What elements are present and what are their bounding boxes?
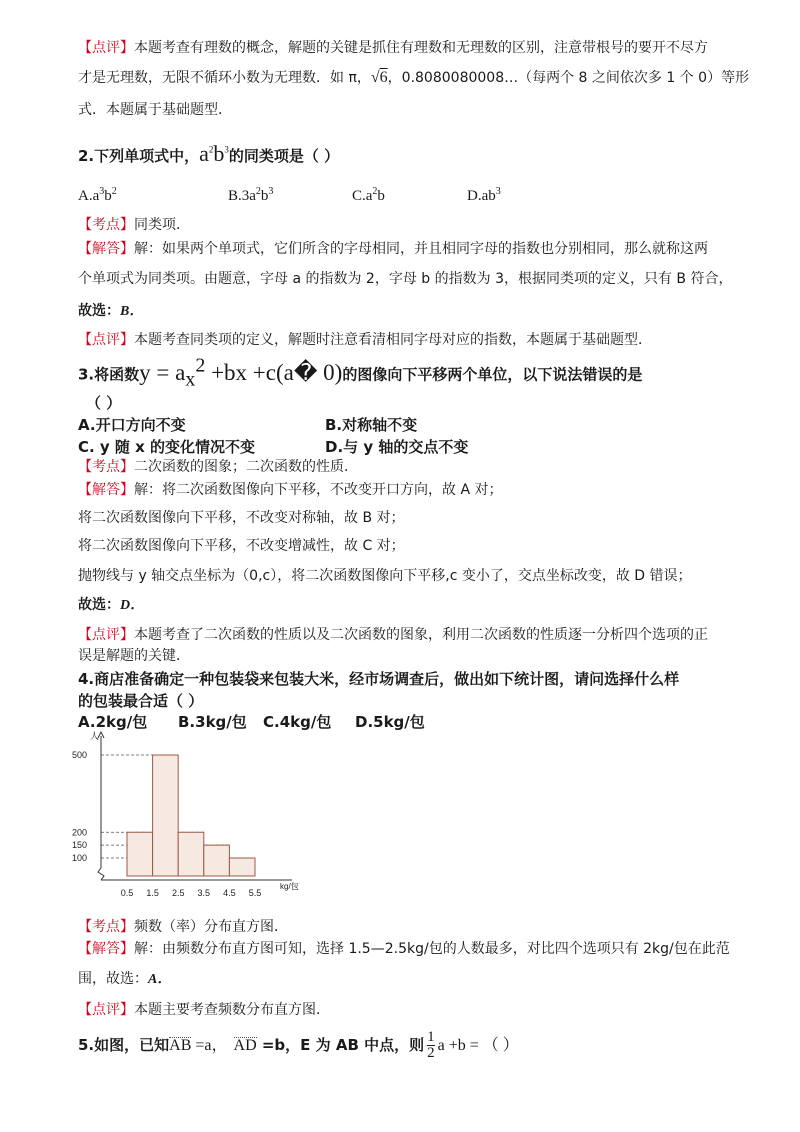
q4-question-line1: 4.商店准备确定一种包装袋来包装大米，经市场调查后，做出如下统计图，请问选择什么样	[78, 670, 680, 688]
q2-kaodian: 【考点】同类项．	[78, 217, 190, 233]
q1-review-line3: 式．本题属于基础题型．	[78, 102, 232, 118]
q3-paren: （ ）	[86, 394, 122, 412]
q4-jieda-line1: 【解答】解：由频数分布直方图可知，选择 1.5—2.5kg/包的人数最多，对比四个选项只有 2kg/包在此范	[78, 941, 730, 957]
q2-jieda-line2: 个单项式为同类项。由题意，字母 a 的指数为 2，字母 b 的指数为 3，根据同类项的定义，只有 B 符合，	[78, 271, 733, 287]
histogram-bar	[153, 755, 179, 876]
fraction-one-half: $\frac{1}{2}$	[427, 1029, 435, 1061]
q3-jieda-line1: 【解答】解：将二次函数图像向下平移，不改变开口方向，故 A 对；	[78, 482, 503, 498]
q4-option-d: D.5kg/包	[355, 713, 425, 731]
q2-option-b: $B.3a^2b^3$	[228, 186, 274, 204]
q3-jieda-line2: 将二次函数图像向下平移，不改变对称轴，故 B 对；	[78, 510, 405, 526]
histogram-bar	[229, 858, 255, 876]
vector-ab: AB	[169, 1037, 192, 1054]
q4-option-a: A.2kg/包	[78, 713, 148, 731]
q2-question: 2.下列单项式中，$a^2b^3$的同类项是（ ）	[78, 141, 340, 166]
q1-review-line1: 【点评】本题考查有理数的概念，解题的关键是抓住有理数和无理数的区别，注意带根号的要开不尽方	[78, 40, 708, 56]
axis-break-mark	[98, 868, 104, 880]
x-axis-label: kg/包	[280, 882, 299, 891]
q3-option-b: B.对称轴不变	[325, 416, 418, 434]
q4-jieda-line2: 围，故选：A．	[78, 971, 172, 987]
q3-option-c: C. y 随 x 的变化情况不变	[78, 438, 256, 456]
q4-option-c: C.4kg/包	[263, 713, 332, 731]
q2-option-a: $A.a^3b^2$	[78, 186, 117, 204]
q3-jieda-line4: 抛物线与 y 轴交点坐标为（0,c），将二次函数图像向下平移,c 变小了，交点坐标改变，故 D 错误；	[78, 568, 692, 584]
x-tick-label: 0.5	[120, 888, 134, 898]
q3-review-line2: 误是解题的关键．	[78, 648, 190, 664]
vector-ad: AD	[233, 1037, 257, 1054]
x-tick-label: 4.5	[223, 888, 236, 898]
y-tick-label: 100	[72, 853, 88, 863]
sqrt-symbol: √6	[370, 69, 388, 86]
y-tick-label: 200	[72, 827, 88, 838]
q3-jieda-line3: 将二次函数图像向下平移，不改变增减性，故 C 对；	[78, 538, 405, 554]
y-tick-label: 500	[72, 750, 88, 760]
q3-kaodian: 【考点】二次函数的图象；二次函数的性质．	[78, 459, 358, 475]
q2-monomial: $a^2b^3$	[199, 141, 229, 166]
x-tick-label: 3.5	[197, 888, 211, 898]
q2-answer: 故选：B．	[78, 303, 144, 319]
q4-kaodian: 【考点】频数（率）分布直方图．	[78, 919, 288, 935]
q4-option-b: B.3kg/包	[178, 713, 247, 731]
y-tick-label: 150	[72, 840, 88, 851]
review-tag: 【点评】	[78, 40, 134, 56]
q2-review: 【点评】本题考查同类项的定义，解题时注意看清相同字母对应的指数，本题属于基础题型．	[78, 332, 652, 348]
histogram-bar	[178, 832, 204, 876]
q2-option-c: $C.a^2b$	[352, 186, 385, 204]
q5-question: 5.如图，已知AB =a， AD =b，E 为 AB 中点，则 $\frac{1}{2}$ a +b = （ ）	[78, 1029, 519, 1061]
q1-review-line2: 才是无理数，无限不循环小数为无理数．如 π，√6，0.8080080008…（每两个 8 之间依次多 1 个 0）等形	[78, 69, 750, 86]
x-tick-label: 5.5	[248, 888, 262, 898]
histogram-bar	[204, 845, 230, 876]
q3-answer: 故选：D．	[78, 597, 145, 613]
q3-option-d: D.与 y 轴的交点不变	[325, 438, 469, 456]
q3-formula: $y = a_x^2 +bx$ +c(a� 0)	[139, 354, 343, 391]
q3-question: 3.将函数$y = a_x^2 +bx$ +c(a� 0)的图像向下平移两个单位，以下说法错误的是	[78, 354, 643, 391]
frequency-histogram	[70, 728, 330, 904]
y-axis-label: 人	[90, 731, 100, 741]
q4-question-line2: 的包装最合适（ ）	[78, 692, 204, 710]
x-tick-label: 2.5	[171, 888, 185, 898]
histogram-bar	[127, 832, 153, 876]
q4-review: 【点评】本题主要考查频数分布直方图．	[78, 1002, 330, 1018]
q2-option-d: $D.ab^3$	[467, 186, 501, 204]
q2-jieda-line1: 【解答】解：如果两个单项式，它们所含的字母相同，并且相同字母的指数也分别相同，那么就称这两	[78, 241, 708, 257]
q3-option-a: A.开口方向不变	[78, 416, 186, 434]
x-tick-label: 1.5	[146, 888, 159, 898]
q3-review-line1: 【点评】本题考查了二次函数的性质以及二次函数的图象，利用二次函数的性质逐一分析四个选项的正	[78, 627, 708, 643]
